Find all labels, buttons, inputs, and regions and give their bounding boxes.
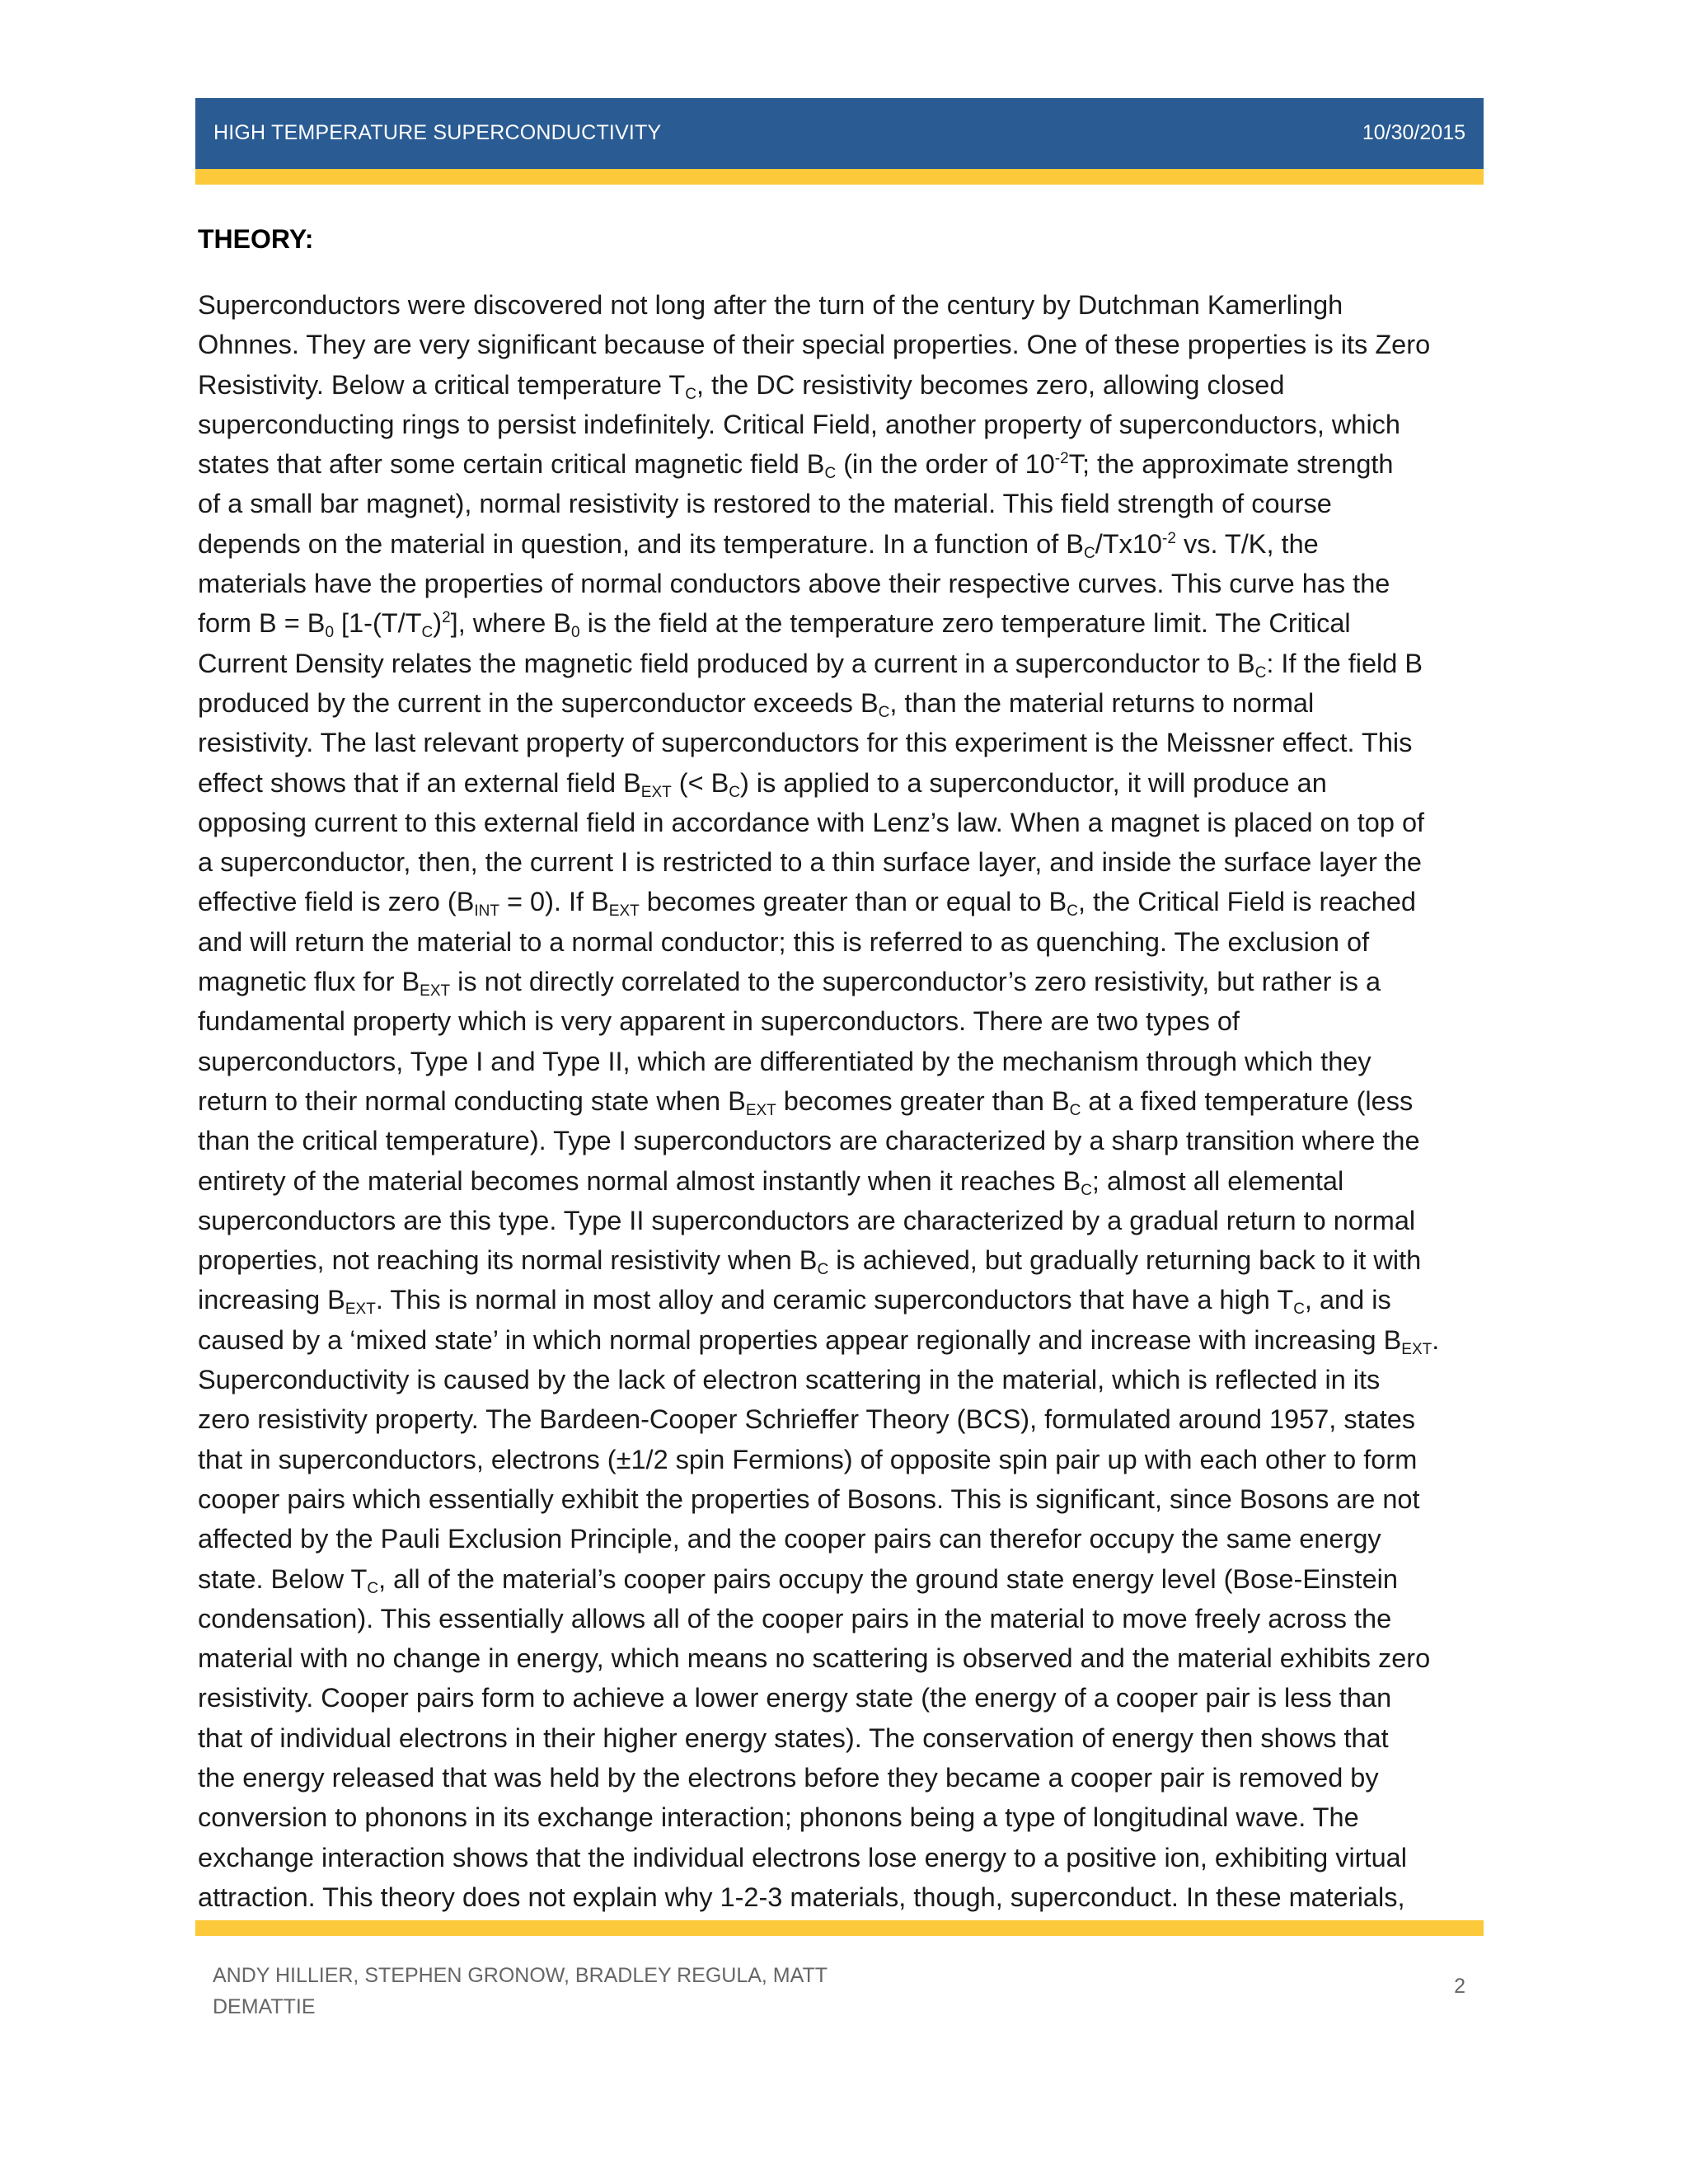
body-line: cooper pairs which essentially exhibit the properties of Bosons. This is significant, since Bosons are not bbox=[198, 1483, 1420, 1514]
body-line: of a small bar magnet), normal resistivity is restored to the material. This field strength of course bbox=[198, 489, 1332, 519]
page-number: 2 bbox=[1454, 1975, 1465, 1998]
body-line: a superconductor, then, the current I is restricted to a thin surface layer, and inside the surface layer the bbox=[198, 847, 1422, 878]
body-line: that in superconductors, electrons (±1/2 spin Fermions) of opposite spin pair up with each other to form bbox=[198, 1444, 1418, 1474]
body-line: conversion to phonons in its exchange interaction; phonons being a type of longitudinal wave. The bbox=[198, 1802, 1359, 1833]
section-heading: THEORY: bbox=[198, 224, 314, 254]
body-line: attraction. This theory does not explain why 1-2-3 materials, though, superconduct. In these materials, bbox=[198, 1882, 1405, 1912]
body-line: affected by the Pauli Exclusion Principle, and the cooper pairs can therefor occupy the same energy bbox=[198, 1524, 1381, 1554]
body-line: Current Density relates the magnetic field produced by a current in a superconductor to $B_C$: If the field B bbox=[198, 648, 1423, 682]
body-line: produced by the current in the superconductor exceeds $B_C$, than the material returns to normal bbox=[198, 687, 1315, 721]
body-line: increasing $B_{EXT}$. This is normal in most alloy and ceramic superconductors that have a high $T_C$, and is bbox=[198, 1285, 1391, 1319]
footer-authors: ANDY HILLIER, STEPHEN GRONOW, BRADLEY REGULA, MATT DEMATTIE bbox=[213, 1964, 828, 2018]
header-title: HIGH TEMPERATURE SUPERCONDUCTIVITY bbox=[213, 121, 662, 144]
body-line: resistivity. Cooper pairs form to achieve a lower energy state (the energy of a cooper pair is less than bbox=[198, 1683, 1392, 1713]
body-line: exchange interaction shows that the individual electrons lose energy to a positive ion, exhibiting virtual bbox=[198, 1842, 1407, 1872]
body-line: Superconductors were discovered not long after the turn of the century by Dutchman Kamerlingh bbox=[198, 290, 1343, 320]
body-line: condensation). This essentially allows all of the cooper pairs in the material to move freely across the bbox=[198, 1603, 1392, 1633]
body-line: superconducting rings to persist indefinitely. Critical Field, another property of superconductors, which bbox=[198, 409, 1401, 439]
body-line: depends on the material in question, and its temperature. In a function of $B_C/Tx10^{-2}$ vs. T/K, the bbox=[198, 528, 1319, 562]
body-line: states that after some certain critical magnetic field $B_C$ (in the order of $10^{-2}T$; the approximate strength bbox=[198, 449, 1394, 483]
body-line: resistivity. The last relevant property of superconductors for this experiment is the Meissner effect. This bbox=[198, 728, 1413, 758]
body-line: form $B = B_0$ $[1-(T/T_C)^2]$, where $B_0$ is the field at the temperature zero temperature limit. The Critical bbox=[198, 608, 1351, 642]
body-line: the energy released that was held by the electrons before they became a cooper pair is removed by bbox=[198, 1762, 1379, 1793]
body-line: caused by a ‘mixed state’ in which normal properties appear regionally and increase with increasing $B_{EXT}$. bbox=[198, 1324, 1440, 1358]
header-date: 10/30/2015 bbox=[1362, 121, 1465, 144]
body-line: opposing current to this external field in accordance with Lenz’s law. When a magnet is placed on top of bbox=[198, 807, 1425, 837]
body-line: Resistivity. Below a critical temperature $T_C$, the DC resistivity becomes zero, allowing closed bbox=[198, 369, 1285, 403]
body-line: effect shows that if an external field $B_{EXT}$ (< $B_C$) is applied to a superconductor, it will produce an bbox=[198, 767, 1327, 801]
body-paragraph bbox=[198, 285, 1484, 1917]
footer-accent-stripe bbox=[195, 1920, 1484, 1936]
body-line: superconductors are this type. Type II superconductors are characterized by a gradual return to normal bbox=[198, 1205, 1416, 1235]
body-line: return to their normal conducting state when $B_{EXT}$ becomes greater than $B_C$ at a fixed temperature (less bbox=[198, 1085, 1414, 1119]
body-line: and will return the material to a normal conductor; this is referred to as quenching. The exclusion of bbox=[198, 926, 1370, 957]
body-line: state. Below $T_C$, all of the material’s cooper pairs occupy the ground state energy level (Bose-Einstein bbox=[198, 1563, 1398, 1597]
body-line: magnetic flux for $B_{EXT}$ is not directly correlated to the superconductor’s zero resistivity, but rather is a bbox=[198, 967, 1381, 1001]
body-line: superconductors, Type I and Type II, which are differentiated by the mechanism through which they bbox=[198, 1046, 1372, 1076]
body-line: materials have the properties of normal conductors above their respective curves. This curve has the bbox=[198, 569, 1390, 599]
body-line: fundamental property which is very apparent in superconductors. There are two types of bbox=[198, 1006, 1240, 1037]
body-line: entirety of the material becomes normal almost instantly when it reaches $B_C$; almost all elemental bbox=[198, 1165, 1344, 1199]
body-line: Superconductivity is caused by the lack of electron scattering in the material, which is reflected in its bbox=[198, 1365, 1381, 1395]
body-line: properties, not reaching its normal resistivity when $B_C$ is achieved, but gradually returning back to it with bbox=[198, 1245, 1422, 1279]
body-line: that of individual electrons in their higher energy states). The conservation of energy then shows that bbox=[198, 1722, 1389, 1753]
body-line: material with no change in energy, which means no scattering is observed and the material exhibits zero bbox=[198, 1643, 1431, 1674]
body-line: than the critical temperature). Type I superconductors are characterized by a sharp transition where the bbox=[198, 1126, 1420, 1156]
body-line: effective field is zero $(B_{INT} = 0)$. If $B_{EXT}$ becomes greater than or equal to $B_C$, the Critical Field is reached bbox=[198, 887, 1416, 921]
body-line: Ohnnes. They are very significant because of their special properties. One of these properties is its Zero bbox=[198, 330, 1431, 360]
header-accent-stripe bbox=[195, 169, 1484, 185]
page-header bbox=[195, 98, 1484, 169]
body-line: zero resistivity property. The Bardeen-Cooper Schrieffer Theory (BCS), formulated around 1957, states bbox=[198, 1404, 1416, 1435]
